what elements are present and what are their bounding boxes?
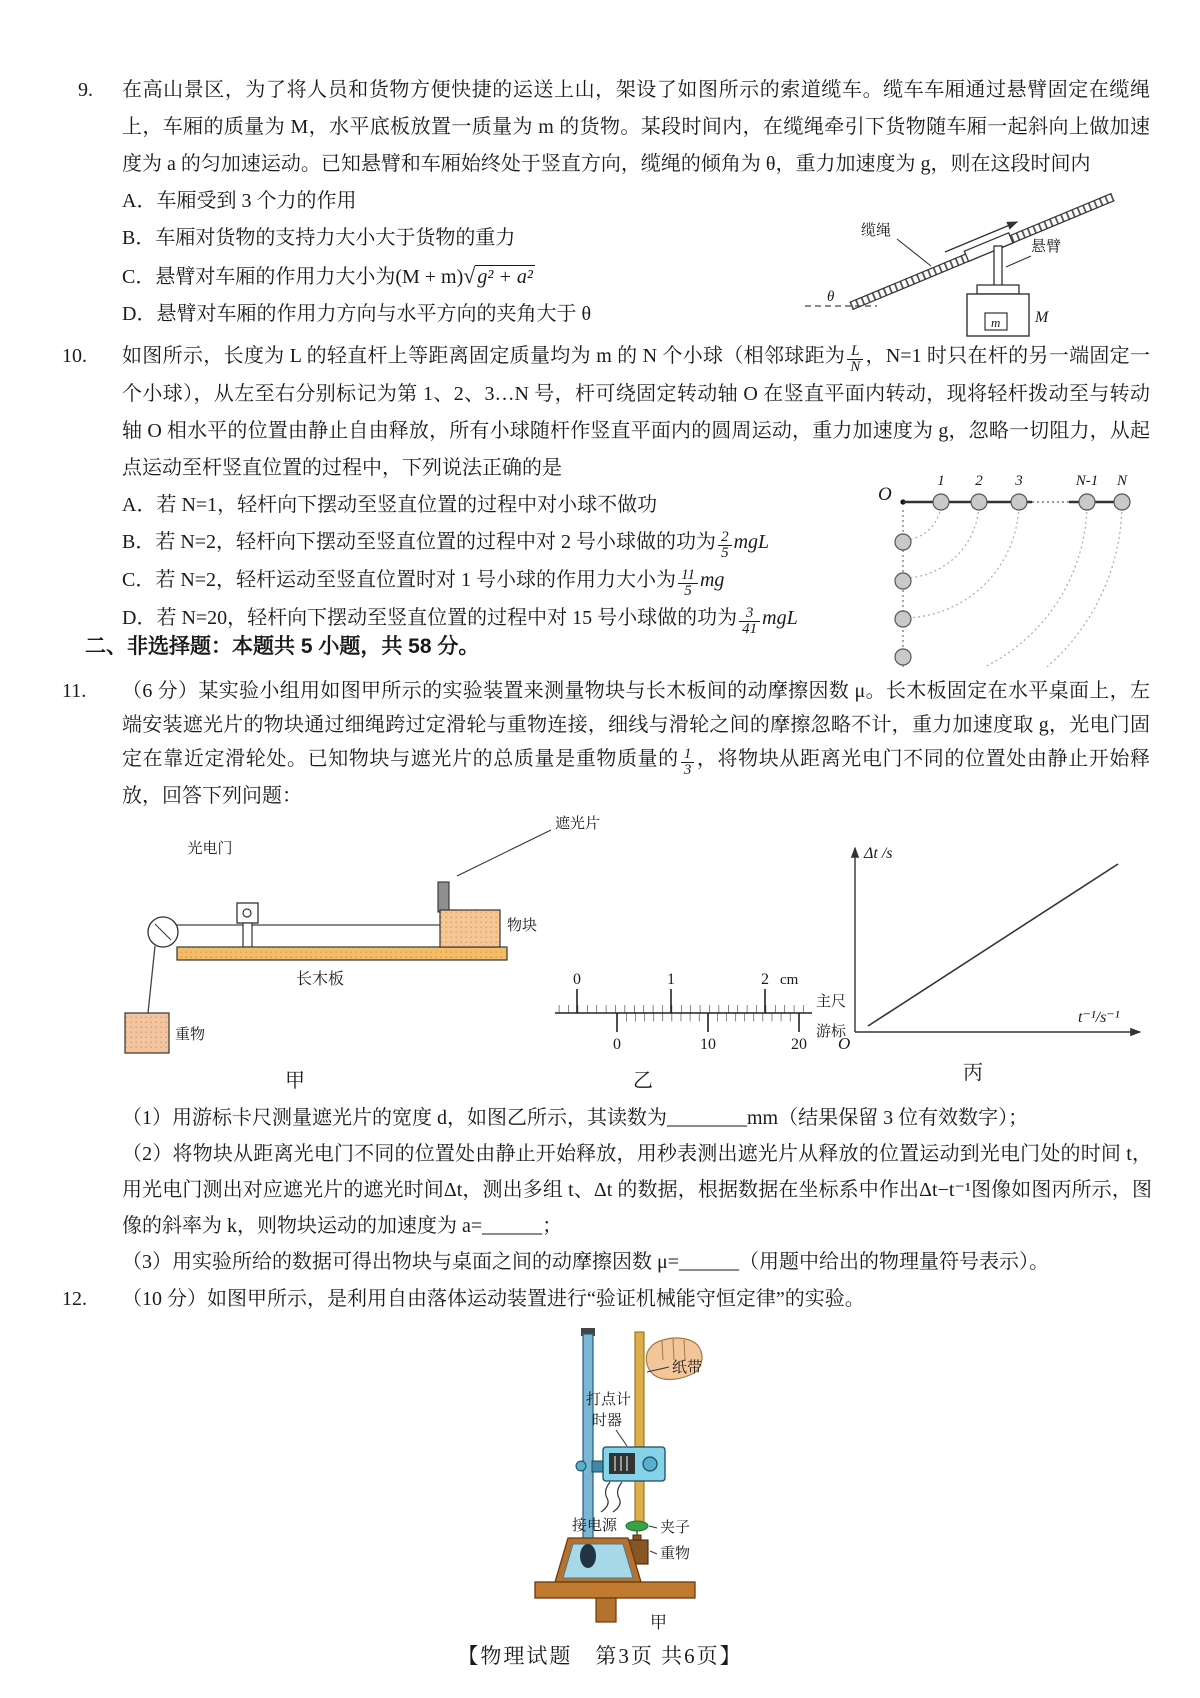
power-wire-1 <box>601 1482 610 1512</box>
origin-label: O <box>838 1034 851 1053</box>
main-scale-numbers <box>573 971 769 988</box>
question-12-number: 12. <box>62 1288 87 1310</box>
q10-option-c-text: C．若 N=2，轻杆运动至竖直位置时对 1 号小球的作用力大小为 <box>122 569 677 592</box>
timer-coil <box>609 1453 635 1474</box>
fraction-2-5: $\frac{2}{5}$ <box>716 530 734 563</box>
weight-texture <box>125 1013 169 1053</box>
vernier-scale-label: 游标 <box>816 1024 847 1040</box>
svg-text:20: 20 <box>791 1036 807 1053</box>
table-top <box>535 1582 695 1598</box>
caption-bing: 丙 <box>963 1062 983 1084</box>
photogate-label: 光电门 <box>187 841 233 857</box>
ball-number-labels <box>937 473 1128 489</box>
svg-text:N: N <box>1116 473 1128 489</box>
fraction-1-3: $\frac{1}{3}$ <box>679 747 697 780</box>
svg-text:N-1: N-1 <box>1075 473 1099 489</box>
data-line <box>868 864 1118 1026</box>
q11-figure-graph <box>820 834 1150 1062</box>
svg-text:3: 3 <box>1015 473 1023 489</box>
y-axis-label: Δt /s <box>864 845 893 862</box>
answer-blank-3: ______ <box>679 1251 740 1273</box>
timer-wheel <box>643 1457 657 1471</box>
q11-sub3-text: （3）用实验所给的数据可得出物块与桌面之间的动摩擦因数 μ= <box>122 1251 680 1273</box>
q11-sub1-tail: mm（结果保留 3 位有效数字）； <box>747 1107 1029 1129</box>
svg-text:0: 0 <box>613 1036 621 1053</box>
q9-option-a: A．车厢受到 3 个力的作用 <box>122 190 357 212</box>
vernier-numbers <box>613 1036 807 1053</box>
question-11-number: 11. <box>62 680 87 702</box>
cargo-mass-label: m <box>991 315 1001 330</box>
q10-figure-rod-balls <box>808 440 1145 667</box>
caption-q12-jia: 甲 <box>650 1613 667 1632</box>
block-label: 物块 <box>507 918 538 934</box>
q11-sub1-text: （1）用游标卡尺测量遮光片的宽度 d，如图乙所示，其读数为 <box>122 1107 667 1129</box>
timer-label-line2: 时器 <box>592 1413 623 1429</box>
clamp-label: 夹子 <box>660 1520 691 1536</box>
plate-pointer-line <box>457 830 551 876</box>
q11-body-part2: ，将物块从距离光电门不同的位置处由静止开始释放，回答下列问题： <box>122 748 1151 808</box>
sqrt-expression <box>463 257 535 296</box>
timer-pointer-line <box>616 1430 627 1446</box>
svg-text:1: 1 <box>667 971 675 988</box>
power-label: 接电源 <box>572 1518 618 1534</box>
cable-grip <box>964 233 1013 262</box>
main-scale-unit: cm <box>780 972 799 988</box>
question-11 <box>62 674 1151 813</box>
paper-tape <box>635 1332 644 1524</box>
caption-jia: 甲 <box>285 1070 305 1092</box>
tape-clamp <box>626 1521 648 1531</box>
q10-option-d-text: D．若 N=20，轻杆向下摆动至竖直位置的过程中对 15 号小球做的功为 <box>122 607 738 630</box>
arm-pointer-line <box>1006 256 1031 267</box>
svg-text:10: 10 <box>700 1036 716 1053</box>
photogate-sensor-icon <box>243 909 251 917</box>
board-label: 长木板 <box>295 971 345 988</box>
question-12 <box>62 1282 1150 1643</box>
hanging-string <box>148 946 155 1013</box>
shutter-plate-label: 遮光片 <box>555 816 601 832</box>
main-scale-label: 主尺 <box>816 994 847 1010</box>
q10-option-d-unit: mgL <box>762 607 798 630</box>
q11-sub2-tail: ； <box>542 1215 563 1237</box>
q11-subquestions <box>122 1100 1152 1280</box>
fraction-3-41: $\frac{3}{41}$ <box>737 606 762 639</box>
weight-label-q12: 重物 <box>660 1546 691 1562</box>
answer-blank-1: ________ <box>667 1107 747 1129</box>
question-11-body <box>122 674 1150 813</box>
theta-label: θ <box>827 289 835 305</box>
weight-label: 重物 <box>175 1027 206 1043</box>
svg-text:0: 0 <box>573 971 581 988</box>
question-10-number: 10. <box>62 345 87 367</box>
clamp-knob <box>576 1461 586 1471</box>
fraction-L-over-N: $\frac{L}{N}$ <box>845 344 865 377</box>
arc-ball-n <box>903 502 1122 667</box>
pivot-O-label: O <box>878 484 892 505</box>
tape-label: 纸带 <box>672 1360 703 1376</box>
q11-body-part1: （6 分）某实验小组用如图甲所示的实验装置来测量物块与长木板间的动摩擦因数 μ。长木板固定在水平桌面上，左端安装遮光片的物块通过细绳跨过定滑轮与重物连接，细线与滑轮之间的摩擦忽略不计，重力加速度取 g，光电门固定在靠近定滑轮处。已知物块与遮光片的总质量是重物质量的 <box>122 680 1150 770</box>
q10-option-b-unit: mgL <box>733 531 770 554</box>
question-9-number: 9. <box>78 79 93 101</box>
q11-sub3-tail: （用题中给出的物理量符号表示）。 <box>739 1251 1050 1273</box>
cabin-roof-bar <box>977 285 1019 294</box>
block-texture <box>440 910 500 947</box>
pole-foot <box>580 1544 596 1568</box>
q11-figures-row <box>85 806 1150 1102</box>
arc-ball-2 <box>903 502 979 578</box>
q12-figure-wrap <box>510 1320 1150 1643</box>
suspension-arm <box>994 246 1002 286</box>
power-wire-2 <box>613 1482 622 1512</box>
q9-option-d: D．悬臂对车厢的作用力方向与水平方向的夹角大于 θ <box>122 303 592 325</box>
cabin-mass-label: M <box>1035 309 1049 326</box>
section-2-title: 二、非选择题：本题共 5 小题，共 58 分。 <box>85 635 480 658</box>
q10-body-part1: 如图所示，长度为 L 的轻直杆上等距离固定质量均为 m 的 N 个小球（相邻球距为 <box>122 345 846 367</box>
caption-yi: 乙 <box>633 1070 653 1092</box>
radical-sign: √ <box>463 263 476 288</box>
radicand: g² + a² <box>477 266 533 288</box>
q9-option-c-text: C．悬臂对车厢的作用力大小为(M + m) <box>122 266 464 288</box>
clamp-pointer-line <box>649 1526 657 1528</box>
shutter-plate <box>438 882 449 912</box>
board-texture <box>177 947 507 960</box>
q10-option-b-text: B．若 N=2，轻杆向下摆动至竖直位置的过程中对 2 号小球做的功为 <box>122 531 717 554</box>
question-12-body: （10 分）如图甲所示，是利用自由落体运动装置进行“验证机械能守恒定律”的实验。 <box>122 1288 865 1310</box>
svg-text:2: 2 <box>975 473 983 489</box>
q10-option-c-unit: mg <box>699 569 725 592</box>
x-axis-label: t⁻¹/s⁻¹ <box>1078 1009 1120 1026</box>
q9-option-b: B．车厢对货物的支持力大小大于货物的重力 <box>122 227 516 249</box>
page-footer: 【物理试题 第3页 共6页】 <box>457 1644 743 1668</box>
arc-ball-n1 <box>903 502 1087 667</box>
timer-label-line1: 打点计 <box>586 1392 632 1408</box>
q11-sub1 <box>122 1100 1152 1136</box>
q9-figure-cable-car <box>793 178 1138 340</box>
pole-clamp <box>592 1461 604 1472</box>
table-leg <box>596 1598 616 1622</box>
cable-label: 缆绳 <box>861 223 892 239</box>
q11-sub2-text: （2）将物块从距离光电门不同的位置处由静止开始释放，用秒表测出遮光片从释放的位置运动到光电门处的时间 t，用光电门测出对应遮光片的遮光时间Δt，测出多组 t、Δt 的数据，根据数据在坐标系中作出Δt−t⁻¹图像如图丙所示，图像的斜率为 k，则物块运动的加速度为 a= <box>122 1143 1152 1237</box>
q10-option-a: A．若 N=1，轻杆向下摆动至竖直位置的过程中对小球不做功 <box>122 494 658 517</box>
vernier-minor-ticks <box>617 1014 801 1022</box>
photogate-stand <box>243 923 252 947</box>
weight-pointer-line <box>650 1551 657 1554</box>
q11-figure-vernier-caliper <box>540 958 860 1058</box>
q12-figure-freefall-apparatus <box>510 1320 820 1632</box>
q11-sub3 <box>122 1244 1152 1280</box>
question-9-body: 在高山景区，为了将人员和货物方便快捷的运送上山，架设了如图所示的索道缆车。缆车车厢通过悬臂固定在缆绳上，车厢的质量为 M，水平底板放置一质量为 m 的货物。某段时间内，在缆绳牵引下货物随车厢一起斜向上做加速度为 a 的匀加速运动。已知悬臂和车厢始终处于竖直方向，缆绳的倾角为 θ，重力加速度为 g，则在这段时间内 <box>122 79 1150 175</box>
arm-label: 悬臂 <box>1031 239 1062 255</box>
q11-sub2 <box>122 1136 1152 1244</box>
arc-ball-3 <box>903 502 1019 618</box>
main-scale-minor-ticks <box>558 1005 807 1013</box>
stand-base-panel <box>563 1544 633 1578</box>
svg-text:1: 1 <box>937 473 945 489</box>
q10-body-part2: ，N=1 时只在杆的另一端固定一个小球），从左至右分别标记为第 1、2、3…N 号，杆可绕固定转动轴 O 在竖直平面内转动，现将轻杆拨动至与转动轴 O 相水平的位置由静止自由释放，所有小球随杆作竖直平面内的圆周运动，重力加速度为 g，忽略一切阻力，从起点运动至杆竖直位置的过程中，下列说法正确的是 <box>122 345 1150 480</box>
fraction-11-5: $\frac{11}{5}$ <box>676 568 700 601</box>
svg-text:2: 2 <box>761 971 769 988</box>
cable-pointer-line <box>897 239 931 266</box>
answer-blank-2: ______ <box>482 1215 543 1237</box>
